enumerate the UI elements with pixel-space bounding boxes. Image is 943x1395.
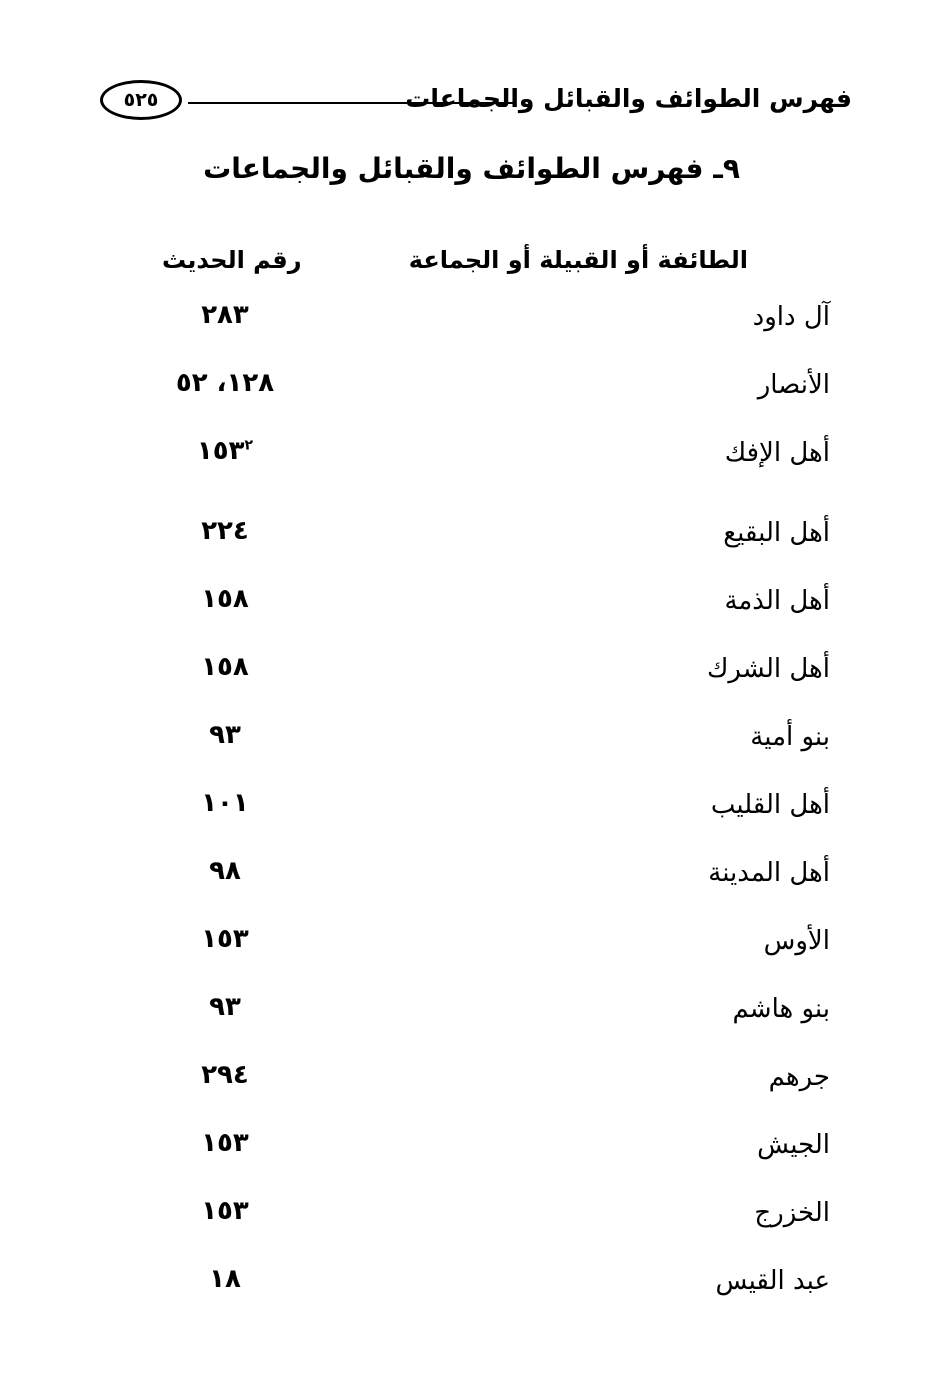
index-row	[0, 290, 943, 358]
running-title: فهرس الطوائف والقبائل والجماعات	[405, 84, 852, 113]
index-row	[0, 914, 943, 982]
index-row	[0, 1254, 943, 1322]
page-number: ٥٢٥	[123, 89, 159, 111]
row-name: بنو هاشم	[732, 994, 830, 1024]
index-row	[0, 574, 943, 642]
row-number: ١٥٨	[201, 652, 249, 682]
column-header-number: رقم الحديث	[162, 246, 302, 274]
index-row	[0, 982, 943, 1050]
row-number: ١٨	[209, 1264, 241, 1294]
index-row	[0, 846, 943, 914]
row-name: أهل المدينة	[708, 858, 830, 888]
row-number: ٢٩٤	[201, 1060, 249, 1090]
index-table	[0, 290, 943, 1322]
page-number-oval	[100, 80, 182, 120]
row-number: ٩٨	[209, 856, 241, 886]
row-number: ١٥٣	[201, 1196, 249, 1226]
row-name: عبد القيس	[715, 1266, 830, 1296]
section-title: ٩ـ فهرس الطوائف والقبائل والجماعات	[203, 152, 740, 185]
row-name: أهل الإفك	[724, 438, 830, 468]
row-name: أهل البقيع	[723, 518, 830, 548]
row-number: ٢٢٤	[201, 516, 249, 546]
header-rule	[188, 102, 514, 104]
column-header-name: الطائفة أو القبيلة أو الجماعة	[408, 246, 748, 274]
page-header	[100, 78, 852, 128]
row-name: جرهم	[768, 1062, 830, 1092]
row-name: أهل الذمة	[724, 586, 830, 616]
row-name: الأوس	[763, 926, 830, 956]
row-number: ١٥٣	[201, 1128, 249, 1158]
row-number: ٢٨٣	[201, 300, 249, 330]
index-row	[0, 1118, 943, 1186]
index-row	[0, 642, 943, 710]
row-name: أهل القليب	[710, 790, 830, 820]
index-row	[0, 426, 943, 506]
index-row	[0, 1186, 943, 1254]
index-row	[0, 506, 943, 574]
row-number: $١٥٣^٢$	[196, 436, 254, 466]
row-name: الخزرج	[754, 1198, 830, 1228]
row-number: ٩٣	[209, 720, 241, 750]
index-row	[0, 710, 943, 778]
footnote-marker: ٢	[244, 437, 254, 454]
row-name: الأنصار	[757, 370, 830, 400]
row-number: ٩٣	[209, 992, 241, 1022]
row-number: ١٠١	[201, 788, 249, 818]
row-name: الجيش	[757, 1130, 830, 1160]
row-number: ١٥٣	[201, 924, 249, 954]
row-number: ١٢٨، ٥٢	[175, 368, 275, 398]
index-row	[0, 358, 943, 426]
row-name: بنو أمية	[750, 722, 830, 752]
row-name: آل داود	[752, 302, 830, 332]
index-row	[0, 1050, 943, 1118]
row-number: ١٥٨	[201, 584, 249, 614]
index-row	[0, 778, 943, 846]
row-name: أهل الشرك	[706, 654, 830, 684]
